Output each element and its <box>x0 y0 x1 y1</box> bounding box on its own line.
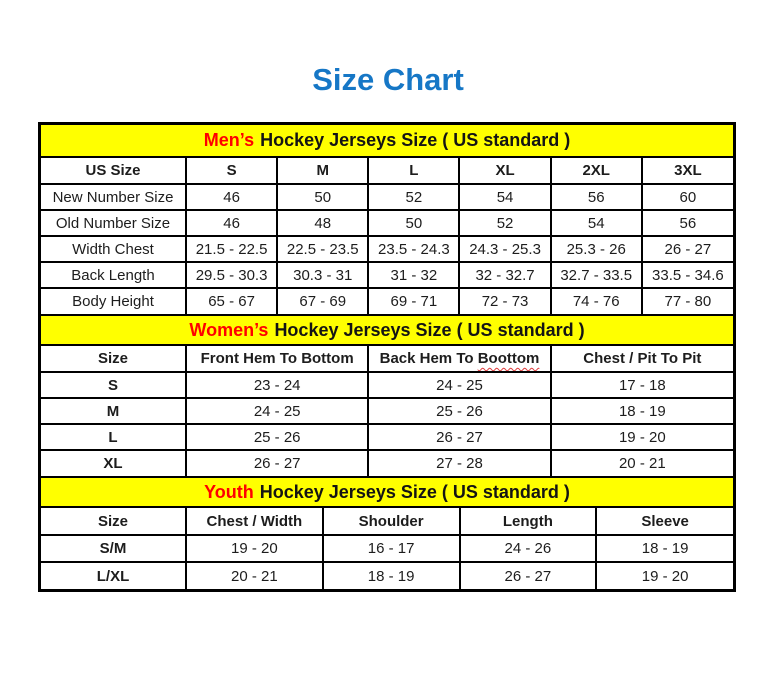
youth-size-table <box>41 508 733 589</box>
column-header: L <box>368 158 459 184</box>
column-header: US Size <box>41 158 186 184</box>
table-cell: 25.3 - 26 <box>551 236 642 262</box>
column-header: M <box>277 158 368 184</box>
table-row <box>41 372 733 398</box>
table-cell: 32.7 - 33.5 <box>551 262 642 288</box>
table-cell: 69 - 71 <box>368 288 459 314</box>
table-row <box>41 184 733 210</box>
page-title: Size Chart <box>312 62 464 97</box>
table-cell: 20 - 21 <box>186 562 323 589</box>
table-row <box>41 562 733 589</box>
youth-section-accent-label: Youth <box>204 481 254 502</box>
table-header-row <box>41 508 733 535</box>
column-header: Chest / Pit To Pit <box>551 346 733 372</box>
table-cell: 56 <box>642 210 733 236</box>
table-row <box>41 288 733 314</box>
table-cell: 31 - 32 <box>368 262 459 288</box>
table-cell: 21.5 - 22.5 <box>186 236 277 262</box>
table-cell: 67 - 69 <box>277 288 368 314</box>
table-cell: New Number Size <box>41 184 186 210</box>
table-header-row <box>41 158 733 184</box>
column-header: S <box>186 158 277 184</box>
table-cell: 26 - 27 <box>460 562 597 589</box>
table-cell: 54 <box>551 210 642 236</box>
table-cell: 26 - 27 <box>368 424 550 450</box>
table-cell: 27 - 28 <box>368 450 550 476</box>
table-cell: Width Chest <box>41 236 186 262</box>
women-size-table <box>41 346 733 476</box>
column-header: XL <box>459 158 550 184</box>
table-cell: XL <box>41 450 186 476</box>
column-header: 3XL <box>642 158 733 184</box>
men-size-table <box>41 158 733 314</box>
table-cell: S <box>41 372 186 398</box>
table-cell: 50 <box>368 210 459 236</box>
column-header: Size <box>41 346 186 372</box>
table-cell: 25 - 26 <box>186 424 368 450</box>
table-cell: 29.5 - 30.3 <box>186 262 277 288</box>
youth-section-header <box>41 476 733 508</box>
table-cell: 48 <box>277 210 368 236</box>
men-section-accent-label: Men’s <box>203 130 255 150</box>
table-row <box>41 210 733 236</box>
table-row <box>41 450 733 476</box>
column-header: Back Hem To Boottom <box>368 346 550 372</box>
table-cell: 65 - 67 <box>186 288 277 314</box>
table-cell: 24.3 - 25.3 <box>459 236 550 262</box>
column-header: Sleeve <box>596 508 733 535</box>
table-cell: 23.5 - 24.3 <box>368 236 459 262</box>
table-cell: 52 <box>459 210 550 236</box>
table-cell: 19 - 20 <box>596 562 733 589</box>
table-cell: 46 <box>186 184 277 210</box>
table-cell: 54 <box>459 184 550 210</box>
table-cell: 25 - 26 <box>368 398 550 424</box>
table-row <box>41 424 733 450</box>
column-header: 2XL <box>551 158 642 184</box>
table-cell: L/XL <box>41 562 186 589</box>
table-cell: 18 - 19 <box>551 398 733 424</box>
table-cell: Old Number Size <box>41 210 186 236</box>
table-cell: 18 - 19 <box>596 535 733 562</box>
table-cell: 24 - 25 <box>368 372 550 398</box>
table-cell: 19 - 20 <box>186 535 323 562</box>
table-cell: 60 <box>642 184 733 210</box>
table-cell: 24 - 26 <box>460 535 597 562</box>
table-cell: 26 - 27 <box>642 236 733 262</box>
women-section-header <box>41 314 733 346</box>
table-cell: 46 <box>186 210 277 236</box>
table-cell: 16 - 17 <box>323 535 460 562</box>
size-chart-container <box>38 122 736 592</box>
table-row <box>41 398 733 424</box>
table-cell: 24 - 25 <box>186 398 368 424</box>
table-cell: 20 - 21 <box>551 450 733 476</box>
table-cell: 33.5 - 34.6 <box>642 262 733 288</box>
men-section-header <box>41 125 733 158</box>
column-header: Shoulder <box>323 508 460 535</box>
table-cell: 74 - 76 <box>551 288 642 314</box>
table-row <box>41 236 733 262</box>
table-cell: 56 <box>551 184 642 210</box>
column-header: Size <box>41 508 186 535</box>
table-cell: 77 - 80 <box>642 288 733 314</box>
table-cell: 19 - 20 <box>551 424 733 450</box>
table-header-row <box>41 346 733 372</box>
table-cell: 17 - 18 <box>551 372 733 398</box>
men-section-title: Hockey Jerseys Size ( US standard ) <box>260 130 571 150</box>
misspelled-word: Boottom <box>477 350 540 367</box>
table-row <box>41 535 733 562</box>
column-header: Front Hem To Bottom <box>186 346 368 372</box>
table-cell: Back Length <box>41 262 186 288</box>
women-section-accent-label: Women’s <box>189 319 269 340</box>
table-cell: M <box>41 398 186 424</box>
table-cell: 32 - 32.7 <box>459 262 550 288</box>
table-cell: Body Height <box>41 288 186 314</box>
table-cell: 23 - 24 <box>186 372 368 398</box>
table-row <box>41 262 733 288</box>
women-section-title: Hockey Jerseys Size ( US standard ) <box>274 319 585 340</box>
table-cell: 22.5 - 23.5 <box>277 236 368 262</box>
table-cell: 52 <box>368 184 459 210</box>
table-cell: L <box>41 424 186 450</box>
column-header: Chest / Width <box>186 508 323 535</box>
youth-section-title: Hockey Jerseys Size ( US standard ) <box>259 481 570 502</box>
table-cell: 72 - 73 <box>459 288 550 314</box>
table-cell: 50 <box>277 184 368 210</box>
table-cell: 18 - 19 <box>323 562 460 589</box>
column-header: Length <box>460 508 597 535</box>
table-cell: S/M <box>41 535 186 562</box>
table-cell: 30.3 - 31 <box>277 262 368 288</box>
table-cell: 26 - 27 <box>186 450 368 476</box>
